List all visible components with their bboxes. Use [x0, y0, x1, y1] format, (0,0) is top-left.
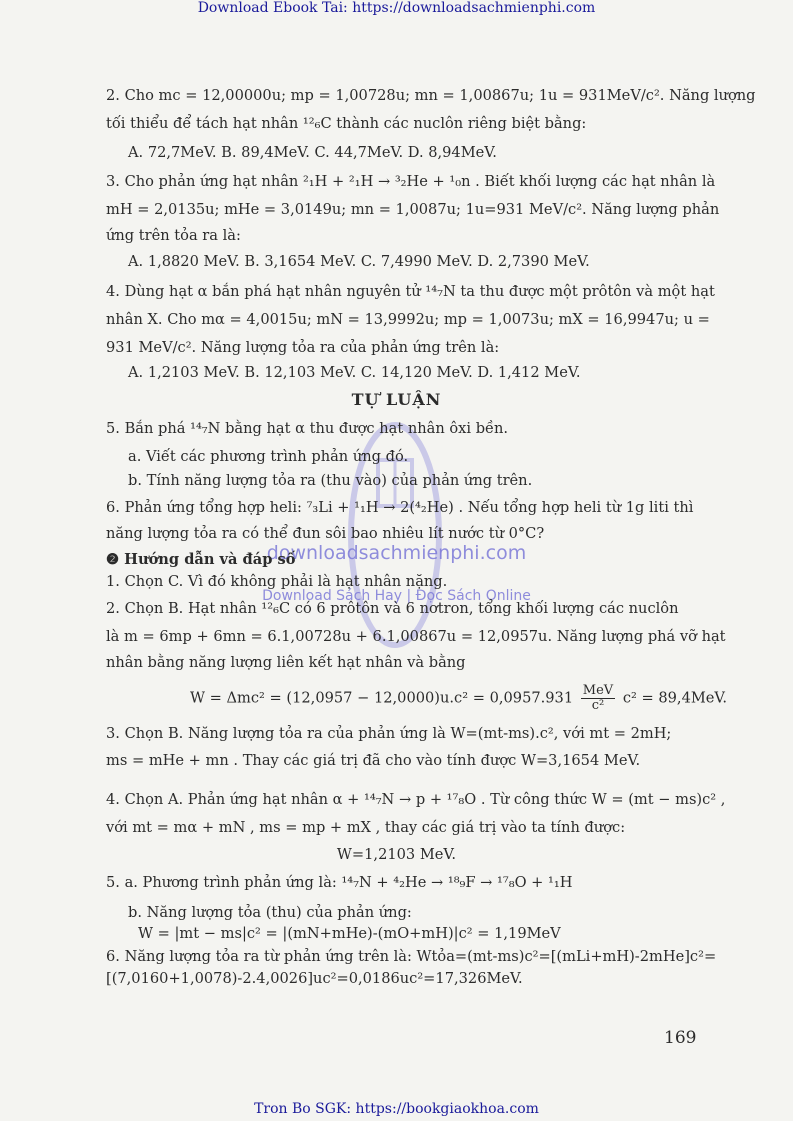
watermark-subtitle: Download Sách Hay | Đọc Sách Online — [262, 588, 531, 604]
formula-right: c² = 89,4MeV. — [622, 689, 728, 707]
fraction-numerator: MeV — [582, 683, 614, 698]
formula-fraction — [581, 684, 615, 713]
answer-4-line-1: 4. Chọn A. Phản ứng hạt nhân α + ¹⁴₇N → p + ¹⁷₈O . Từ công thức W = (mt − ms)c² , — [106, 791, 726, 808]
question-5-line-1: 5. Bắn phá ¹⁴₇N bằng hạt α thu được hạt nhân ôxi bền. — [106, 420, 509, 437]
fraction-denominator: c² — [591, 698, 605, 713]
answer-6-line-2: [(7,0160+1,0078)-2.4,0026]uc²=0,0186uc²=17,326MeV. — [106, 970, 523, 987]
page-number: 169 — [664, 1028, 697, 1048]
question-2-line-1: 2. Cho mc = 12,00000u; mp = 1,00728u; mn = 1,00867u; 1u = 931MeV/c². Năng lượng — [106, 87, 756, 104]
bottom-banner-link[interactable] — [0, 1101, 793, 1117]
answer-4-result: W=1,2103 MeV. — [336, 846, 457, 863]
answer-5-part-a: 5. a. Phương trình phản ứng là: ¹⁴₇N + ⁴₂He → ¹⁸₉F → ¹⁷₈O + ¹₁H — [106, 874, 573, 891]
answer-4-line-2: với mt = mα + mN , ms = mp + mX , thay các giá trị vào ta tính được: — [106, 819, 626, 836]
question-3-line-3: ứng trên tỏa ra là: — [106, 227, 241, 244]
question-4-options: A. 1,2103 MeV. B. 12,103 MeV. C. 14,120 MeV. D. 1,412 MeV. — [128, 364, 581, 381]
answer-2-line-2: là m = 6mp + 6mn = 6.1,00728u + 6.1,00867u = 12,0957u. Năng lượng phá vỡ hạt — [106, 628, 726, 645]
question-4-line-1: 4. Dùng hạt α bắn phá hạt nhân nguyên tử ¹⁴₇N ta thu được một prôtôn và một hạt — [106, 283, 715, 300]
question-3-line-2: mH = 2,0135u; mHe = 3,0149u; mn = 1,0087u; 1u=931 MeV/c². Năng lượng phản — [106, 201, 720, 218]
question-4-line-2: nhân X. Cho mα = 4,0015u; mN = 13,9992u; mp = 1,0073u; mX = 16,9947u; u = — [106, 311, 710, 328]
answer-2-line-3: nhân bằng năng lượng liên kết hạt nhân và bằng — [106, 654, 466, 671]
answer-1: 1. Chọn C. Vì đó không phải là hạt nhân nặng. — [106, 573, 448, 590]
question-2-line-2: tối thiểu để tách hạt nhân ¹²₆C thành các nuclôn riêng biệt bằng: — [106, 115, 587, 132]
answer-2-formula — [190, 684, 727, 713]
bottom-banner-text[interactable]: Tron Bo SGK: https://bookgiaokhoa.com — [254, 1101, 539, 1117]
question-5-part-a: a. Viết các phương trình phản ứng đó. — [128, 448, 409, 465]
question-5-part-b: b. Tính năng lượng tỏa ra (thu vào) của phản ứng trên. — [128, 472, 533, 489]
answer-2-line-1: 2. Chọn B. Hạt nhân ¹²₆C có 6 prôtôn và 6 nơtron, tổng khối lượng các nuclôn — [106, 600, 679, 617]
question-2-options: A. 72,7MeV. B. 89,4MeV. C. 44,7MeV. D. 8,94MeV. — [128, 144, 497, 161]
question-3-options: A. 1,8820 MeV. B. 3,1654 MeV. C. 7,4990 MeV. D. 2,7390 MeV. — [128, 253, 590, 270]
question-3-line-1: 3. Cho phản ứng hạt nhân ²₁H + ²₁H → ³₂He + ¹₀n . Biết khối lượng các hạt nhân là — [106, 173, 716, 190]
answer-5-part-b-formula: W = |mt − ms|c² = |(mN+mHe)-(mO+mH)|c² = 1,19MeV — [138, 925, 561, 942]
question-6-line-2: năng lượng tỏa ra có thể đun sôi bao nhiêu lít nước từ 0°C? — [106, 525, 545, 542]
answer-3-line-1: 3. Chọn B. Năng lượng tỏa ra của phản ứng là W=(mt-ms).c², với mt = 2mH; — [106, 725, 672, 742]
top-banner-link[interactable] — [0, 0, 793, 16]
question-4-line-3: 931 MeV/c². Năng lượng tỏa ra của phản ứng trên là: — [106, 339, 500, 356]
top-banner-text[interactable]: Download Ebook Tai: https://downloadsachmienphi.com — [197, 0, 596, 16]
question-6-line-1: 6. Phản ứng tổng hợp heli: ⁷₃Li + ¹₁H → 2(⁴₂He) . Nếu tổng hợp heli từ 1g liti thì — [106, 499, 694, 516]
answers-heading: ❷ Hướng dẫn và đáp số — [106, 551, 296, 568]
watermark-text: downloadsachmienphi.com — [266, 542, 527, 564]
answer-3-line-2: ms = mHe + mn . Thay các giá trị đã cho vào tính được W=3,1654 MeV. — [106, 752, 641, 769]
answer-5-part-b-label: b. Năng lượng tỏa (thu) của phản ứng: — [128, 904, 412, 921]
answer-6-line-1: 6. Năng lượng tỏa ra từ phản ứng trên là: Wtỏa=(mt-ms)c²=[(mLi+mH)-2mHe]c²= — [106, 948, 717, 965]
section-title-tu-luan: TỰ LUẬN — [351, 390, 442, 409]
formula-left: W = Δmc² = (12,0957 − 12,0000)u.c² = 0,0957.931 — [190, 689, 574, 707]
